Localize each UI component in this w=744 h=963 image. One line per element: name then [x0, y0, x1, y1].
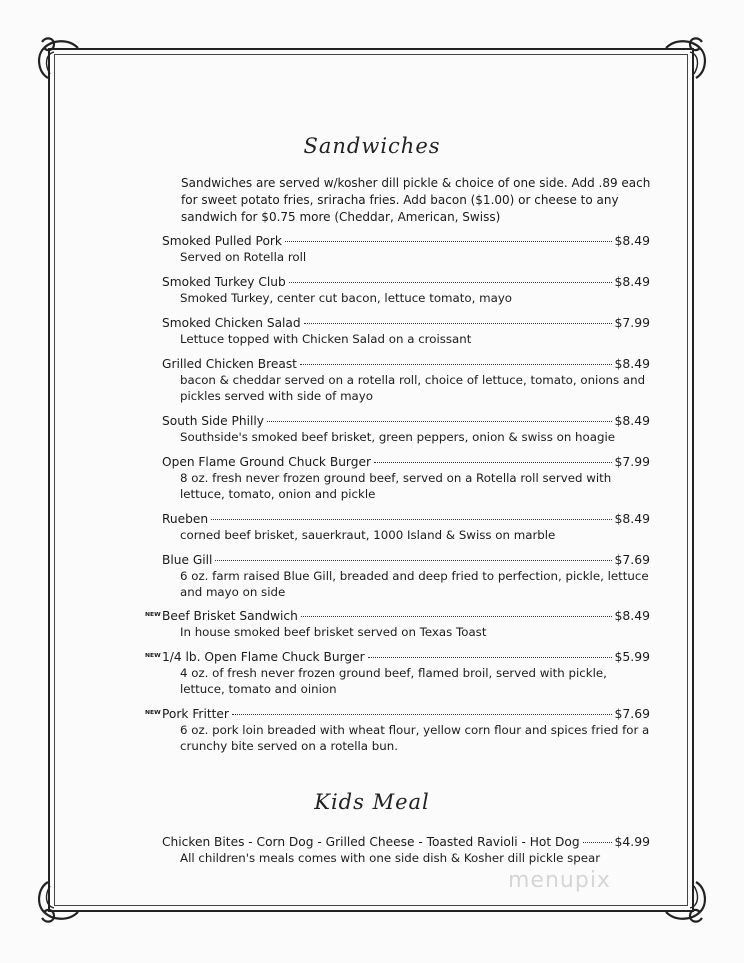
item-description: 6 oz. farm raised Blue Gill, breaded and deep fried to perfection, pickle, lettuce and mayo on side	[180, 569, 649, 599]
menu-item-quarter-lb-burger	[145, 649, 650, 697]
item-name: Chicken Bites - Corn Dog - Grilled Cheese - Toasted Ravioli - Hot Dog	[162, 835, 580, 849]
item-description: corned beef brisket, sauerkraut, 1000 Island & Swiss on marble	[180, 528, 556, 542]
item-name: Rueben	[162, 512, 209, 526]
item-price: $8.49	[614, 608, 650, 623]
item-description: Lettuce topped with Chicken Salad on a croissant	[180, 332, 472, 346]
dot-leader	[211, 519, 611, 520]
sandwiches-title: Sandwiches	[303, 134, 441, 158]
item-description: Served on Rotella roll	[180, 250, 307, 264]
menupix-watermark: menupix	[508, 868, 611, 893]
item-name: Smoked Chicken Salad	[162, 316, 301, 330]
item-price: $7.69	[614, 552, 650, 567]
menu-item-smoked-chicken-salad	[162, 315, 650, 347]
item-name: 1/4 lb. Open Flame Chuck Burger	[162, 650, 365, 664]
item-price: $8.49	[614, 413, 650, 428]
item-description: 6 oz. pork loin breaded with wheat flour, yellow corn flour and spices fried for a crunchy bite served on a rotella bun.	[180, 723, 650, 753]
item-description: bacon & cheddar served on a rotella roll, choice of lettuce, tomato, onions and pickles served with side of mayo	[180, 373, 646, 403]
item-name: Smoked Turkey Club	[162, 275, 286, 289]
sandwiches-intro: Sandwiches are served w/kosher dill pickle & choice of one side. Add .89 each for sweet potato fries, sriracha fries. Add bacon ($1.00) or cheese to any sandwich for $0.75 more (Cheddar, American, Swiss)	[181, 176, 651, 224]
menu-item-kids-meal	[162, 834, 650, 866]
new-badge: NEW	[145, 611, 161, 618]
new-badge: NEW	[145, 709, 161, 716]
dot-leader	[267, 421, 612, 422]
item-description: 4 oz. of fresh never frozen ground beef, flamed broil, served with pickle, lettuce, tomato and oinion	[180, 666, 607, 696]
item-price: $8.49	[614, 233, 650, 248]
item-price: $8.49	[614, 274, 650, 289]
item-name: Pork Fritter	[162, 707, 229, 721]
menu-item-south-side-philly	[162, 413, 650, 445]
item-price: $7.99	[614, 315, 650, 330]
item-name: South Side Philly	[162, 414, 264, 428]
dot-leader	[301, 616, 612, 617]
dot-leader	[300, 364, 612, 365]
dot-leader	[583, 842, 612, 843]
menu-item-grilled-chicken-breast	[162, 356, 650, 404]
item-name: Blue Gill	[162, 553, 213, 567]
menu-item-pork-fritter	[145, 706, 650, 754]
item-name: Smoked Pulled Pork	[162, 234, 282, 248]
item-price: $7.99	[614, 454, 650, 469]
menu-item-smoked-turkey-club	[162, 274, 650, 306]
dot-leader	[374, 462, 612, 463]
item-price: $4.99	[614, 834, 650, 849]
menu-item-blue-gill	[162, 552, 650, 600]
item-price: $8.49	[614, 511, 650, 526]
dot-leader	[289, 282, 612, 283]
item-price: $5.99	[614, 649, 650, 664]
dot-leader	[304, 323, 612, 324]
dot-leader	[215, 560, 611, 561]
new-badge: NEW	[145, 652, 161, 659]
dot-leader	[232, 714, 612, 715]
menu-item-rueben	[162, 511, 650, 543]
dot-leader	[368, 657, 612, 658]
item-description: 8 oz. fresh never frozen ground beef, served on a Rotella roll served with lettuce, tomato, onion and pickle	[180, 471, 612, 501]
item-description: Southside's smoked beef brisket, green peppers, onion & swiss on hoagie	[180, 430, 615, 444]
menu-item-beef-brisket-sandwich	[145, 608, 650, 640]
item-description: Smoked Turkey, center cut bacon, lettuce tomato, mayo	[180, 291, 513, 305]
item-name: Beef Brisket Sandwich	[162, 609, 298, 623]
item-price: $8.49	[614, 356, 650, 371]
item-description: All children's meals comes with one side dish & Kosher dill pickle spear	[180, 851, 601, 865]
dot-leader	[285, 241, 612, 242]
item-description: In house smoked beef brisket served on Texas Toast	[180, 625, 487, 639]
item-name: Grilled Chicken Breast	[162, 357, 297, 371]
item-name: Open Flame Ground Chuck Burger	[162, 455, 371, 469]
menu-item-smoked-pulled-pork	[162, 233, 650, 265]
kids-meal-title: Kids Meal	[314, 790, 430, 814]
menu-item-open-flame-burger	[162, 454, 650, 502]
item-price: $7.69	[614, 706, 650, 721]
